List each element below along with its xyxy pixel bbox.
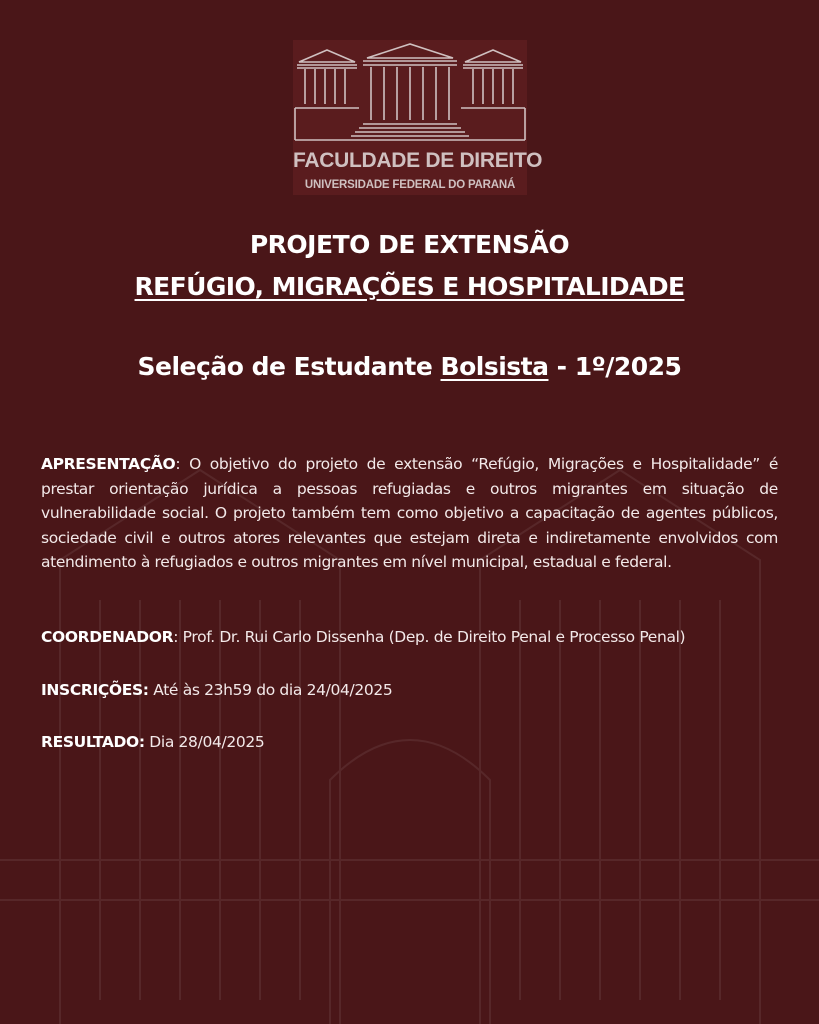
coordenador-text: Prof. Dr. Rui Carlo Dissenha (Dep. de Direito Penal e Processo Penal) — [182, 628, 686, 646]
selection-title — [0, 352, 819, 381]
resultado-label: RESULTADO: — [41, 733, 145, 751]
resultado-paragraph — [41, 730, 778, 755]
coordenador-paragraph — [41, 625, 778, 650]
apresentacao-separator: : — [175, 455, 190, 473]
project-name: REFÚGIO, MIGRAÇÕES E HOSPITALIDADE — [134, 272, 685, 301]
apresentacao-text: O objetivo do projeto de extensão “Refúgio, Migrações e Hospitalidade” é prestar orientação jurídica a pessoas refugiadas e outros migrantes em situação de vulnerabilidade social. O projeto também tem como objetivo a capacitação de agentes públicos, sociedade civil e outros atores relevantes que estejam direta e indiretamente envolvidos com atendimento à refugiados e outros migrantes em nível municipal, estadual e federal. — [41, 455, 779, 571]
inscricoes-label: INSCRIÇÕES: — [41, 681, 149, 699]
inscricoes-paragraph — [41, 678, 778, 703]
project-heading: PROJETO DE EXTENSÃO — [249, 230, 570, 259]
inscricoes-text: Até às 23h59 do dia 24/04/2025 — [153, 681, 393, 699]
logo-title: FACULDADE DE DIREITO — [293, 149, 543, 172]
coordenador-separator: : — [173, 628, 183, 646]
selection-underlined: Bolsista — [440, 352, 549, 381]
apresentacao-paragraph — [41, 452, 778, 575]
apresentacao-label: APRESENTAÇÃO — [41, 455, 176, 473]
resultado-text: Dia 28/04/2025 — [149, 733, 265, 751]
selection-prefix: Seleção de Estudante — [137, 352, 441, 381]
faculdade-logo — [293, 40, 543, 195]
selection-suffix: - 1º/2025 — [548, 352, 682, 381]
coordenador-label: COORDENADOR — [41, 628, 174, 646]
logo-subtitle: UNIVERSIDADE FEDERAL DO PARANÁ — [304, 179, 516, 191]
